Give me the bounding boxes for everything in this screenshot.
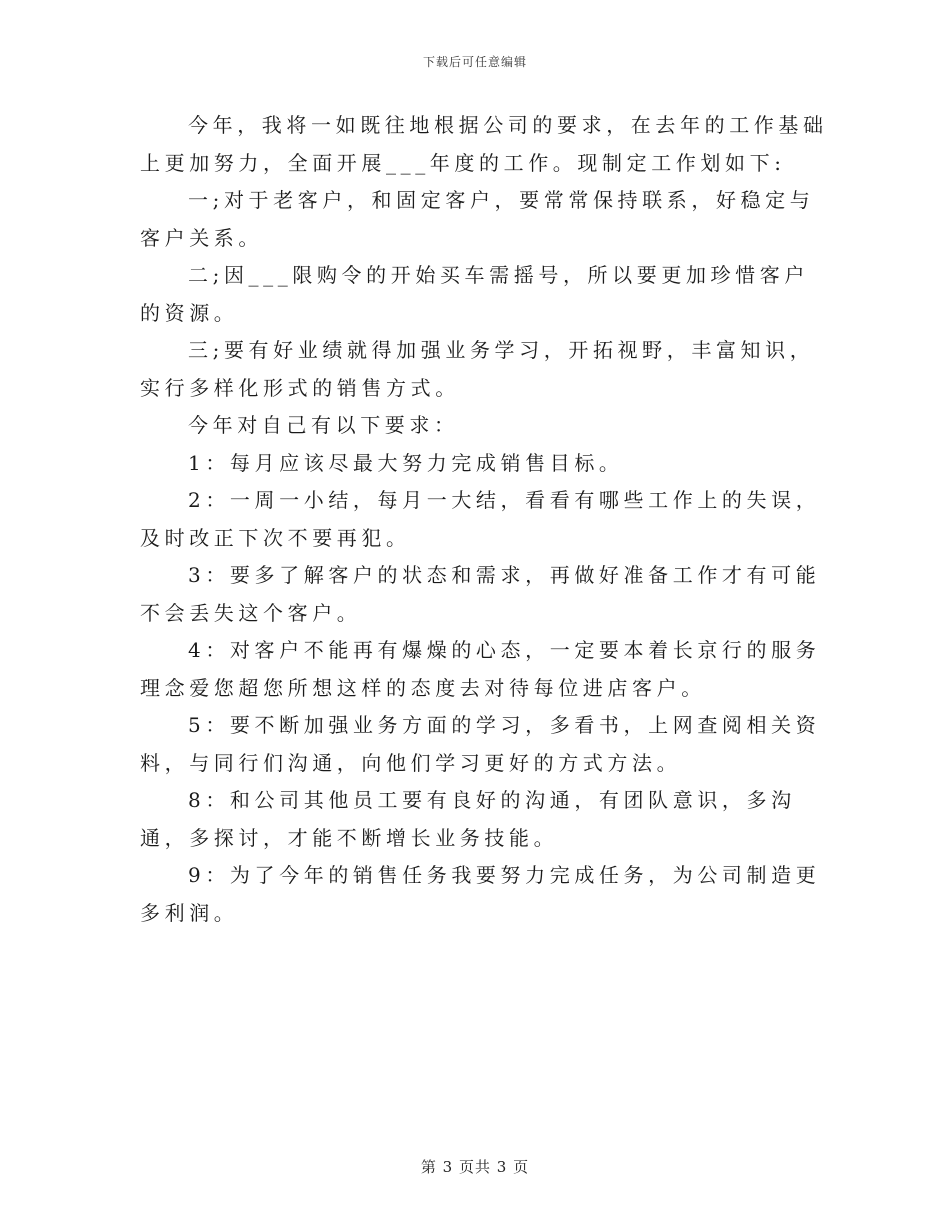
paragraph-requirement-3: 3：要多了解客户的状态和需求，再做好准备工作才有可能不会丢失这个客户。 — [140, 563, 821, 625]
paragraph-requirement-8: 8：和公司其他员工要有良好的沟通，有团队意识，多沟通，多探讨，才能不断增长业务技能。 — [140, 788, 796, 850]
paragraph-item-3: 三;要有好业绩就得加强业务学习，开拓视野，丰富知识，实行多样化形式的销售方式。 — [140, 338, 815, 400]
paragraph-requirement-2: 2：一周一小结，每月一大结，看看有哪些工作上的失误，及时改正下次不要再犯。 — [140, 488, 821, 550]
document-body — [140, 107, 830, 932]
paragraph-requirement-4: 4：对客户不能再有爆燥的心态，一定要本着长京行的服务理念爱您超您所想这样的态度去对待每位进店客户。 — [140, 638, 821, 700]
page-header: 下载后可任意编辑 — [422, 55, 527, 69]
paragraph-item-1: 一;对于老客户，和固定客户，要常常保持联系，好稳定与客户关系。 — [140, 188, 815, 250]
paragraph-item-2: 二;因___限购令的开始买车需摇号，所以要更加珍惜客户的资源。 — [140, 263, 809, 325]
paragraph-requirement-5: 5：要不断加强业务方面的学习，多看书，上网查阅相关资料，与同行们沟通，向他们学习更好的方式方法。 — [140, 713, 821, 775]
paragraph-intro: 今年，我将一如既往地根据公司的要求，在去年的工作基础上更加努力，全面开展___年度的工作。现制定工作划如下: — [140, 113, 828, 175]
paragraph-requirement-1: 1：每月应该尽最大努力完成销售目标。 — [188, 450, 624, 475]
page-number: 第 3 页共 3 页 — [420, 1158, 530, 1176]
paragraph-requirements-heading: 今年对自己有以下要求： — [188, 413, 459, 437]
paragraph-requirement-9: 9：为了今年的销售任务我要努力完成任务，为公司制造更多利润。 — [140, 863, 821, 925]
